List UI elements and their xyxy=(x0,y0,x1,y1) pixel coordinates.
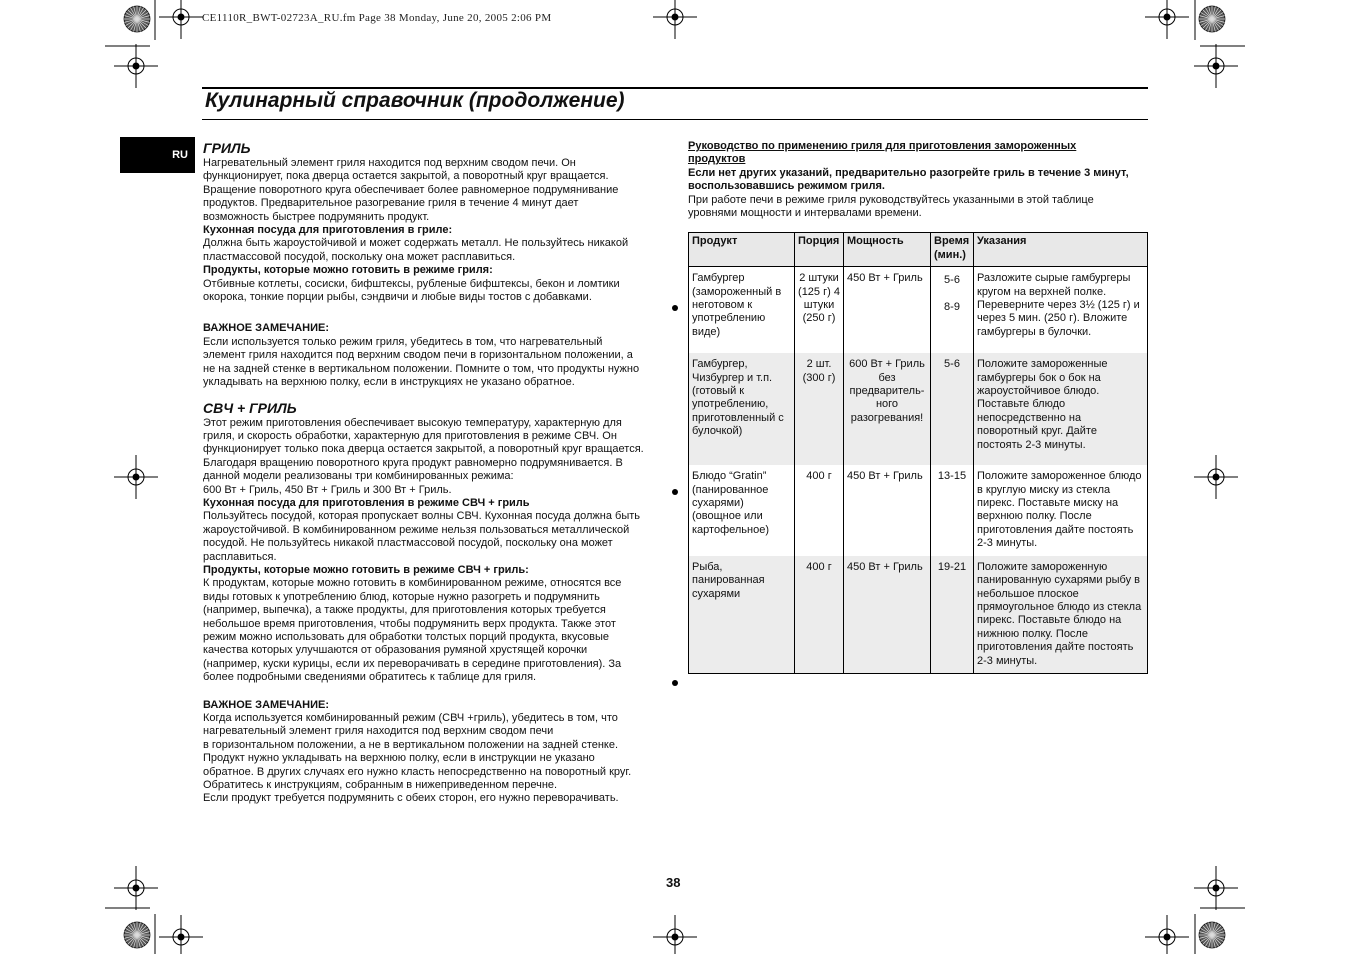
text-line: обратное. В других случаях его нужно класть непосредственно на поворотный круг. xyxy=(203,765,632,778)
text-line: Благодаря вращению поворотного круга продукт равномерно подрумянивается. В xyxy=(203,456,623,469)
text-line: Вращение поворотного круга обеспечивает более равномерное подрумянивание xyxy=(203,183,619,196)
combo-foods-label: Продукты, которые можно готовить в режиме СВЧ + гриль: xyxy=(203,563,529,576)
cell-portion: 400 г xyxy=(795,556,844,674)
table-header: Мощность xyxy=(844,233,931,267)
text-line: Если используется только режим гриля, убедитесь в том, что нагревательный xyxy=(203,335,603,348)
text-line: пластмассовой посудой, поскольку она может расплавиться. xyxy=(203,250,516,263)
text-line: посудой. Не пользуйтесь никакой пластмассовой посудой, поскольку она может xyxy=(203,537,613,550)
print-header: CE1110R_BWT-02723A_RU.fm Page 38 Monday, June 20, 2005 2:06 PM xyxy=(202,12,552,24)
text-line: (например, выпечка), а также продукты, для приготовления которых требуется xyxy=(203,604,606,617)
page-number: 38 xyxy=(666,875,681,890)
binding-dot xyxy=(672,489,678,495)
cell-power: 450 Вт + Гриль xyxy=(844,465,931,555)
table-header: Продукт xyxy=(689,233,795,267)
text-line: в горизонтальном положении, а не в вертикальном положении на задней стенке. xyxy=(203,738,619,751)
text-line: нагревательный элемент гриля находится под верхним сводом печи xyxy=(203,725,554,738)
cell-power: 600 Вт + Гриль без предваритель- ного разогревания! xyxy=(844,353,931,465)
page-title: Кулинарный справочник (продолжение) xyxy=(205,89,625,112)
cell-notes: Разложите сырые гамбургеры кругом на верхней полке. Переверните через 3½ (125 г) и через 5 мин. (250 г). Вложите гамбургеры в булочки. xyxy=(974,267,1148,354)
cell-power: 450 Вт + Гриль xyxy=(844,556,931,674)
text-line: Этот режим приготовления обеспечивает высокую температуру, характерную для xyxy=(203,416,622,429)
important-note-label: ВАЖНОЕ ЗАМЕЧАНИЕ: xyxy=(203,698,330,711)
cell-notes: Положите замороженное блюдо в круглую миску из стекла пирекс. Поставьте миску на верхнюю полку. После приготовления дайте постоять 2-3 минуты. xyxy=(974,465,1148,555)
cell-product: Блюдо “Gratin” (панированное сухарями) (овощное или картофельное) xyxy=(689,465,795,555)
text-line: не на задней стенке в вертикальном положении. Помните о том, что продукты нужно xyxy=(203,362,640,375)
text-line: Нагревательный элемент гриля находится под верхним сводом печи. Он xyxy=(203,157,576,169)
text-line: функционирует, пока дверца остается закрытой, а поворотный круг вращается. xyxy=(203,170,609,183)
table-header: Указания xyxy=(974,233,1148,267)
text-line: продуктов. Предварительное разогревание гриля в течение 4 минут дает xyxy=(203,197,579,210)
text-line: режим можно использовать для обработки толстых порций продукта, вкусовые xyxy=(203,631,609,643)
cell-time xyxy=(931,267,974,354)
guide-title-line: продуктов xyxy=(688,153,746,166)
grill-intro xyxy=(203,157,661,224)
language-tab: RU xyxy=(120,137,195,173)
text-line: жароустойчивой. В комбинированном режиме нельзя пользоваться металлической xyxy=(203,523,630,536)
guide-text-line: уровнями мощности и интервалами времени. xyxy=(688,207,922,220)
text-line: более подробными сведениями обратитесь к таблице для гриля. xyxy=(203,671,537,684)
title-bottom-rule xyxy=(202,119,1148,120)
cell-product: Гамбургер (замороженный в неготовом к употреблению виде) xyxy=(689,267,795,354)
text-line: 600 Вт + Гриль, 450 Вт + Гриль и 300 Вт + Гриль. xyxy=(203,483,452,496)
text-line: окорока, тонкие порции рыбы, сэндвичи и любые виды тостов с добавками. xyxy=(203,291,592,304)
cell-portion: 2 шт. (300 г) xyxy=(795,353,844,465)
table-row xyxy=(689,465,1148,555)
text-line: Пользуйтесь посудой, которая пропускает волны СВЧ. Кухонная посуда должна быть xyxy=(203,510,641,523)
cell-product: Гамбургер, Чизбургер и т.п. (готовый к употреблению, приготовленный с булочкой) xyxy=(689,353,795,465)
cell-portion: 2 штуки (125 г) 4 штуки (250 г) xyxy=(795,267,844,354)
right-column xyxy=(688,140,1148,674)
guide-preheat-line: Если нет других указаний, предварительно разогрейте гриль в течение 3 минут, xyxy=(688,166,1129,179)
text-line: Должна быть жароустойчивой и может содержать металл. Не пользуйтесь никакой xyxy=(203,237,629,250)
binding-dot xyxy=(672,305,678,311)
time-value: 5-6 8-9 xyxy=(944,274,960,314)
text-line: виды готовых к употреблению блюд, которые нужно разогреть и подрумянить xyxy=(203,590,600,603)
table-row xyxy=(689,353,1148,465)
text-line: (например, куски курицы, если их переворачивать в середине приготовления). За xyxy=(203,657,622,670)
text-line: качества которых улучшаются от образования румяной хрустящей корочки xyxy=(203,644,588,657)
table-row xyxy=(689,556,1148,674)
text-line: укладывать на верхнюю полку, если в инструкциях не указано обратное. xyxy=(203,376,575,389)
grill-heading: ГРИЛЬ xyxy=(203,140,251,156)
cell-notes: Положите замороженную панированную сухарями рыбу в небольшое плоское прямоугольное блюдо из стекла пирекс. Поставьте блюдо на нижнюю полку. После приготовления дайте постоять 2-3 минуты. xyxy=(974,556,1148,674)
left-column xyxy=(203,140,661,806)
text-line: К продуктам, которые можно готовить в комбинированном режиме, относятся все xyxy=(203,577,622,590)
cell-time: 13-15 xyxy=(931,465,974,555)
guide-preheat-line: воспользовавшись режимом гриля. xyxy=(688,180,885,193)
text-line: Продукт нужно укладывать на верхнюю полку, если в инструкции не указано xyxy=(203,752,595,765)
cell-notes: Положите замороженные гамбургеры бок о бок на жароустойчивое блюдо. Поставьте блюдо непосредственно на поворотный круг. Дайте постоять 2-3 минуты. xyxy=(974,353,1148,465)
guide-title-line: Руководство по применению гриля для приготовления замороженных xyxy=(688,140,1077,152)
text-line: данной модели реализованы три комбинированных режима: xyxy=(203,470,514,483)
combo-cookware-label: Кухонная посуда для приготовления в режиме СВЧ + гриль xyxy=(203,496,530,509)
text-line: Отбивные котлеты, сосиски, бифштексы, рубленые бифштексы, бекон и ломтики xyxy=(203,277,620,290)
text-line: гриля, и скорость обработки, характерную для приготовления в режиме СВЧ. Он xyxy=(203,429,617,442)
important-note-label: ВАЖНОЕ ЗАМЕЧАНИЕ: xyxy=(203,322,330,335)
cookware-label: Кухонная посуда для приготовления в гриле: xyxy=(203,224,453,237)
guide-text-line: При работе печи в режиме гриля руководствуйтесь указанными в этой таблице xyxy=(688,193,1094,206)
combo-heading: СВЧ + ГРИЛЬ xyxy=(203,399,297,416)
text-line: небольшое время приготовления, чтобы подрумянить верх продукта. Также этот xyxy=(203,617,616,630)
table-row xyxy=(689,267,1148,354)
cell-product: Рыба, панированная сухарями xyxy=(689,556,795,674)
text-line: элемент гриля находится под верхним сводом печи в горизонтальном положении, а xyxy=(203,349,633,362)
text-line: Обратитесь к инструкциям, собранным в нижеприведенном перечне. xyxy=(203,779,558,792)
text-line: функционирует только пока дверца остается закрытой, а поворотный круг вращается. xyxy=(203,443,644,456)
cell-time: 19-21 xyxy=(931,556,974,674)
foods-label: Продукты, которые можно готовить в режиме гриля: xyxy=(203,264,493,277)
table-header: Время (мин.) xyxy=(931,233,974,267)
table-header: Порция xyxy=(795,233,844,267)
binding-dot xyxy=(672,680,678,686)
table-header-row xyxy=(689,233,1148,267)
cell-portion: 400 г xyxy=(795,465,844,555)
cell-time: 5-6 xyxy=(931,353,974,465)
text-line: возможность быстрее подрумянить продукт. xyxy=(203,210,430,223)
text-line: Если продукт требуется подрумянить с обеих сторон, его нужно переворачивать. xyxy=(203,792,619,805)
text-line: расплавиться. xyxy=(203,550,277,563)
frozen-grill-table xyxy=(688,232,1148,674)
cell-power: 450 Вт + Гриль xyxy=(844,267,931,354)
text-line: Когда используется комбинированный режим (СВЧ +гриль), убедитесь в том, что xyxy=(203,712,618,725)
